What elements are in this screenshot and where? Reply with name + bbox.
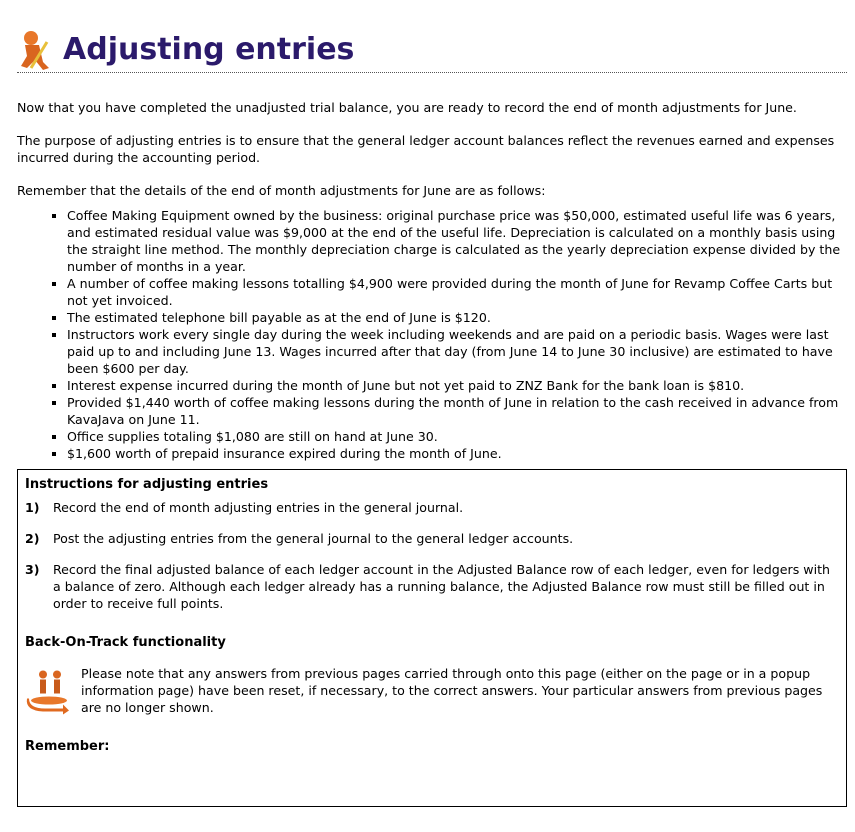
remember-heading: Remember: xyxy=(25,739,110,754)
list-item: ▪ A number of coffee making lessons totalling $4,900 were provided during the month of June for Revamp Coffee Carts but not yet invoiced. xyxy=(67,275,847,309)
list-item: ▪ Office supplies totaling $1,080 are still on hand at June 30. xyxy=(67,428,847,445)
step-text: Record the end of month adjusting entries in the general journal. xyxy=(53,500,464,515)
list-item: ▪ The estimated telephone bill payable as at the end of June is $120. xyxy=(67,309,847,326)
step-text: Post the adjusting entries from the general journal to the general ledger accounts. xyxy=(53,531,574,546)
list-item: ▪ Provided $1,440 worth of coffee making lessons during the month of June in relation to the cash received in advance from KavaJava on June 11. xyxy=(67,394,847,428)
step-text: Record the final adjusted balance of each ledger account in the Adjusted Balance row of each ledger, even for ledgers with a balance of zero. Although each ledger already has a running balance, the Adjusted Balance row must still be filled out in order to receive full points. xyxy=(53,562,830,611)
back-on-track-text: Please note that any answers from previous pages carried through onto this page (either on the page or in a popup information page) have been reset, if necessary, to the correct answers. Your particular answers from previous pages are no longer shown. xyxy=(81,666,823,715)
title-text: Adjusting entries xyxy=(63,32,355,67)
adjustments-list xyxy=(17,207,847,462)
instruction-step xyxy=(25,530,839,547)
intro-paragraph: The purpose of adjusting entries is to ensure that the general ledger account balances reflect the revenues earned and expenses incurred during the accounting period. xyxy=(17,133,835,165)
list-item: ▪ Instructors work every single day during the week including weekends and are paid on a periodic basis. Wages were last paid up to and including June 13. Wages incurred after that day (from June 14 to June 30 inclusive) are estimated to have been $600 per day. xyxy=(67,326,847,377)
step-number: 1) xyxy=(25,500,40,515)
list-item: ▪ Coffee Making Equipment owned by the business: original purchase price was $50,000, estimated useful life was 6 years, and estimated residual value was $9,000 at the end of the useful life. Depreciation is calculated on a monthly basis using the straight line method. The monthly depreciation charge is calculated as the yearly depreciation expense divided by the number of months in a year. xyxy=(67,207,847,275)
instruction-step xyxy=(25,561,839,612)
student-writing-icon xyxy=(17,28,55,72)
intro-paragraph: Remember that the details of the end of month adjustments for June are as follows: xyxy=(17,183,546,198)
step-number: 3) xyxy=(25,562,40,577)
instructions-box xyxy=(17,469,847,807)
back-on-track-heading: Back-On-Track functionality xyxy=(25,635,226,650)
step-number: 2) xyxy=(25,531,40,546)
back-on-track-icon xyxy=(25,665,81,716)
instructions-heading: Instructions for adjusting entries xyxy=(25,477,269,492)
intro-paragraph: Now that you have completed the unadjusted trial balance, you are ready to record the end of month adjustments for June. xyxy=(17,100,797,115)
list-item: ▪ $1,600 worth of prepaid insurance expired during the month of June. xyxy=(67,445,847,462)
page-title xyxy=(17,0,847,73)
instruction-step xyxy=(25,499,839,516)
list-item: ▪ Interest expense incurred during the month of June but not yet paid to ZNZ Bank for the bank loan is $810. xyxy=(67,377,847,394)
